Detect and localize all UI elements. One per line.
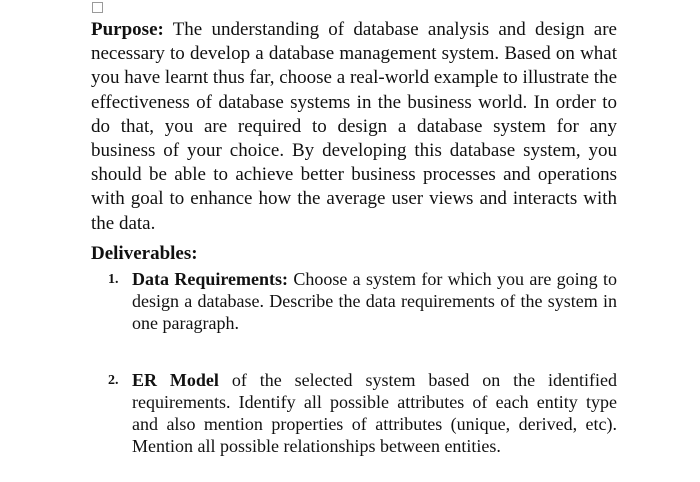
deliverables-heading: Deliverables: [91,243,198,264]
deliverable-title: Data Requirements: [132,269,288,289]
deliverable-item-data-requirements [108,268,617,334]
checkbox[interactable] [92,2,103,13]
purpose-paragraph [91,18,617,236]
purpose-label: Purpose: [91,19,164,40]
deliverable-title: ER Model [132,370,219,390]
purpose-text: The understanding of database analysis and design are necessary to develop a database management system. Based on what you have learnt thus far, choose a real-world example to illustrate the effectiveness of database systems in the business world. In order to do that, you are required to design a database system for any business of your choice. By developing this database system, you should be able to achieve better business processes and operations with goal to enhance how the average user views and interacts with the data. [91,19,617,234]
deliverable-text: of the selected system based on the identified requirements. Identify all possible attributes of each entity type and also mention properties of attributes (unique, derived, etc). Mention all possible relationships between entities. [132,370,618,456]
deliverable-number: 1. [108,272,119,287]
deliverable-number: 2. [108,373,119,388]
deliverable-item-er-model [108,369,617,457]
deliverable-body [132,369,617,457]
deliverable-body [132,268,617,334]
deliverable-text: Choose a system for which you are going to design a database. Describe the data requirements of the system in one paragraph. [132,269,617,333]
